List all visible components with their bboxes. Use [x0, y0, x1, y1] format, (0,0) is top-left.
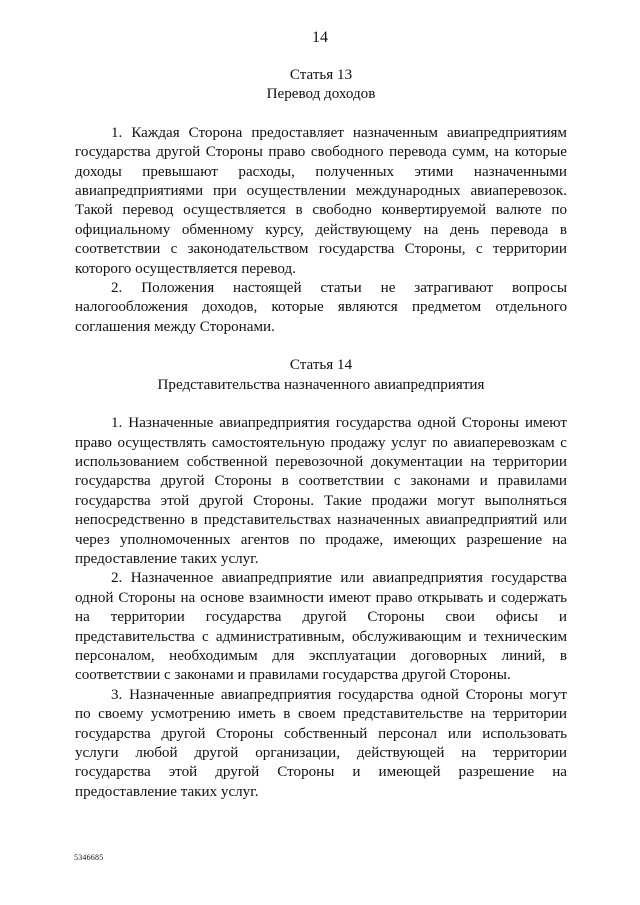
page-number: 14	[312, 29, 328, 46]
article-13	[75, 66, 567, 337]
document-code: 5346685	[74, 853, 104, 862]
article-number: Статья 13	[289, 67, 353, 83]
paragraph: 2. Назначенное авиапредприятие или авиапредприятия государства одной Стороны на основе взаимности имеют право открывать и содержать на территории государства другой Стороны свои офисы и представительства с административным, обслуживающим и техническим персоналом, необходимым для эксплуатации договорных линий, в соответствии с законами и правилами государства другой Стороны.	[75, 570, 567, 684]
article-title: Перевод доходов	[266, 86, 376, 103]
article-heading	[75, 66, 567, 105]
article-title: Представительства назначенного авиапредприятия	[157, 376, 485, 393]
paragraph: 2. Положения настоящей статьи не затрагивают вопросы налогообложения доходов, которые являются предметом отдельного соглашения между Сторонами.	[75, 280, 567, 335]
paragraph: 1. Каждая Сторона предоставляет назначенным авиапредприятиям государства другой Стороны право свободного перевода сумм, на которые доходы превышают расходы, полученных этими назначенными авиапредприятиями при осуществлении международных авиаперевозок. Такой перевод осуществляется в свободно конвертируемой валюте по официальному обменному курсу, действующему на день перевода в соответствии с законодательством государства Стороны, с территории которого осуществляется перевод.	[75, 124, 567, 277]
article-14	[75, 356, 567, 802]
article-heading	[75, 356, 567, 395]
article-number: Статья 14	[289, 357, 353, 374]
document-body	[75, 66, 567, 821]
paragraph: 1. Назначенные авиапредприятия государства одной Стороны имеют право осуществлять самостоятельную продажу услуг по авиаперевозкам с использованием собственной перевозочной документации на территории государства другой Стороны в соответствии с законами и правилами государства этой другой Стороны. Такие продажи могут выполняться непосредственно в представительствах назначенных авиапредприятий или через уполномоченных агентов по продаже, имеющих разрешение на предоставление таких услуг.	[75, 415, 567, 567]
paragraph: 3. Назначенные авиапредприятия государства одной Стороны могут по своему усмотрению иметь в своем представительстве на территории государства другой Стороны собственный персонал или использовать услуги любой другой организации, действующей на территории государства этой другой Стороны и имеющей разрешение на предоставление таких услуг.	[75, 686, 567, 800]
